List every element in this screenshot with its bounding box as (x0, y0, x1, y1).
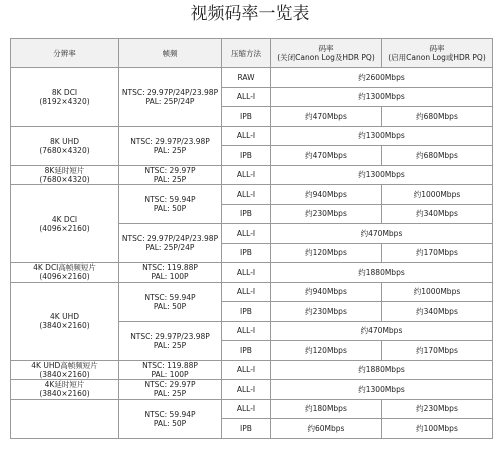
table-row (11, 282, 493, 302)
framerate-line-2: PAL: 100P (151, 272, 189, 282)
bitrate-merged-cell: 约1300Mbps (271, 165, 493, 185)
framerate-line-2: PAL: 25P (153, 389, 187, 399)
framerate-line-1: NTSC: 59.94P (144, 292, 196, 302)
resolution-line-2: (3840×2160) (39, 321, 90, 330)
bitrate-off-cell: 约940Mbps (271, 185, 382, 205)
compression-cell: IPB (222, 419, 271, 439)
compression-cell: IPB (222, 146, 271, 166)
bitrate-on-cell: 约170Mbps (382, 341, 493, 361)
header-bitrate-off-sub: (关闭Canon Log及HDR PQ) (277, 53, 375, 62)
framerate-line-1: NTSC: 29.97P/24P/23.98P (121, 234, 219, 243)
compression-cell: IPB (222, 341, 271, 361)
bitrate-off-cell: 约470Mbps (271, 146, 382, 166)
header-row (11, 39, 493, 68)
table-row (11, 185, 493, 205)
framerate-line-1: NTSC: 119.88P (142, 263, 198, 273)
bitrate-on-cell: 约680Mbps (382, 146, 493, 166)
bitrate-merged-cell: 约1300Mbps (271, 126, 493, 146)
header-bitrate-on-title: 码率 (429, 44, 445, 53)
table-body (11, 68, 493, 439)
header-framerate: 帧频 (119, 39, 222, 68)
resolution-cell (11, 185, 119, 263)
bitrate-on-cell: 约1000Mbps (382, 282, 493, 302)
compression-cell: IPB (222, 243, 271, 263)
framerate-line-2: PAL: 25P/24P (145, 96, 195, 106)
framerate-line-1: NTSC: 29.97P/24P/23.98P (121, 87, 219, 97)
framerate-cell (119, 165, 222, 185)
resolution-cell (11, 165, 119, 185)
page-title: 视频码率一览表 (190, 4, 310, 24)
resolution-line-1: 4K延时短片 (44, 380, 85, 390)
compression-cell: ALL-I (222, 185, 271, 205)
bitrate-off-cell: 约120Mbps (271, 243, 382, 263)
table-row (11, 165, 493, 185)
framerate-cell (119, 360, 222, 380)
header-bitrate-off (271, 39, 382, 68)
resolution-line-2: (4096×2160) (39, 223, 90, 233)
resolution-cell (11, 126, 119, 165)
resolution-line-1: 4K UHD高帧频短片 (31, 360, 98, 370)
resolution-cell (11, 263, 119, 283)
framerate-line-1: NTSC: 59.94P (144, 409, 196, 419)
framerate-line-2: PAL: 25P/24P (145, 243, 195, 252)
bitrate-on-cell: 约340Mbps (382, 204, 493, 224)
framerate-line-1: NTSC: 59.94P (144, 195, 196, 204)
bitrate-on-cell: 约340Mbps (382, 302, 493, 322)
framerate-cell (119, 282, 222, 321)
table-row (11, 68, 493, 88)
framerate-cell (119, 263, 222, 283)
bitrate-merged-cell: 约470Mbps (271, 224, 493, 244)
framerate-line-2: PAL: 100P (151, 369, 189, 379)
framerate-line-2: PAL: 50P (153, 418, 187, 428)
framerate-line-2: PAL: 25P (153, 174, 187, 184)
bitrate-merged-cell: 约2600Mbps (271, 68, 493, 88)
resolution-line-2: (4096×2160) (39, 272, 90, 282)
bitrate-merged-cell: 约1880Mbps (271, 360, 493, 380)
compression-cell: IPB (222, 204, 271, 224)
framerate-line-1: NTSC: 29.97P/23.98P (130, 331, 210, 341)
framerate-cell (119, 185, 222, 224)
resolution-line-1: 8K UHD (50, 136, 79, 146)
bitrate-on-cell: 约230Mbps (382, 399, 493, 419)
bitrate-on-cell: 约680Mbps (382, 107, 493, 127)
resolution-line-1: 4K DCI (51, 214, 78, 224)
compression-cell: IPB (222, 302, 271, 322)
compression-cell: ALL-I (222, 282, 271, 302)
bitrate-merged-cell: 约1300Mbps (271, 87, 493, 107)
framerate-cell (119, 399, 222, 438)
resolution-line-2: (8192×4320) (39, 96, 90, 106)
bitrate-off-cell: 约180Mbps (271, 399, 382, 419)
resolution-line-2: (7680×4320) (39, 145, 90, 155)
compression-cell: ALL-I (222, 321, 271, 341)
resolution-cell (11, 380, 119, 400)
bitrate-merged-cell: 约1880Mbps (271, 263, 493, 283)
bitrate-off-cell: 约940Mbps (271, 282, 382, 302)
framerate-line-2: PAL: 50P (153, 301, 187, 311)
table-row (11, 380, 493, 400)
framerate-line-1: NTSC: 29.97P (144, 380, 196, 390)
compression-cell: ALL-I (222, 360, 271, 380)
bitrate-merged-cell: 约1300Mbps (271, 380, 493, 400)
resolution-line-1: 4K UHD (50, 312, 79, 321)
framerate-cell (119, 224, 222, 263)
header-bitrate-on-sub: (启用Canon Log或HDR PQ) (388, 53, 486, 62)
bitrate-on-cell: 约1000Mbps (382, 185, 493, 205)
resolution-cell (11, 282, 119, 360)
compression-cell: IPB (222, 107, 271, 127)
framerate-cell (119, 68, 222, 127)
framerate-cell (119, 380, 222, 400)
framerate-line-1: NTSC: 119.88P (142, 360, 198, 370)
compression-cell: ALL-I (222, 87, 271, 107)
bitrate-off-cell: 约60Mbps (271, 419, 382, 439)
table-row (11, 360, 493, 380)
bitrate-merged-cell: 约470Mbps (271, 321, 493, 341)
framerate-cell (119, 126, 222, 165)
compression-cell: ALL-I (222, 224, 271, 244)
resolution-cell (11, 68, 119, 127)
table-row (11, 399, 493, 419)
framerate-line-1: NTSC: 29.97P (144, 165, 196, 175)
framerate-line-2: PAL: 50P (153, 204, 187, 213)
bitrate-off-cell: 约230Mbps (271, 204, 382, 224)
compression-cell: ALL-I (222, 380, 271, 400)
resolution-line-2: (7680×4320) (39, 174, 90, 184)
framerate-line-1: NTSC: 29.97P/23.98P (130, 136, 210, 146)
bitrate-on-cell: 约100Mbps (382, 419, 493, 439)
bitrate-off-cell: 约120Mbps (271, 341, 382, 361)
resolution-line-1: 4K DCI高帧频短片 (33, 263, 96, 273)
compression-cell: ALL-I (222, 399, 271, 419)
header-compression: 压缩方法 (222, 39, 271, 68)
framerate-cell (119, 321, 222, 360)
resolution-line-2: (3840×2160) (39, 369, 90, 379)
compression-cell: RAW (222, 68, 271, 88)
resolution-line-1: 8K延时短片 (44, 165, 85, 175)
header-bitrate-on (382, 39, 493, 68)
framerate-line-2: PAL: 25P (153, 340, 187, 350)
resolution-line-1: 8K DCI (51, 87, 78, 97)
compression-cell: ALL-I (222, 263, 271, 283)
bitrate-off-cell: 约230Mbps (271, 302, 382, 322)
resolution-line-2: (3840×2160) (39, 389, 90, 399)
bitrate-on-cell: 约170Mbps (382, 243, 493, 263)
header-bitrate-off-title: 码率 (318, 44, 334, 53)
compression-cell: ALL-I (222, 126, 271, 146)
resolution-cell (11, 399, 119, 438)
compression-cell: ALL-I (222, 165, 271, 185)
bitrate-off-cell: 约470Mbps (271, 107, 382, 127)
bitrate-table (10, 38, 493, 439)
table-row (11, 126, 493, 146)
framerate-line-2: PAL: 25P (153, 145, 187, 155)
header-resolution: 分辨率 (11, 39, 119, 68)
table-row (11, 263, 493, 283)
resolution-cell (11, 360, 119, 380)
